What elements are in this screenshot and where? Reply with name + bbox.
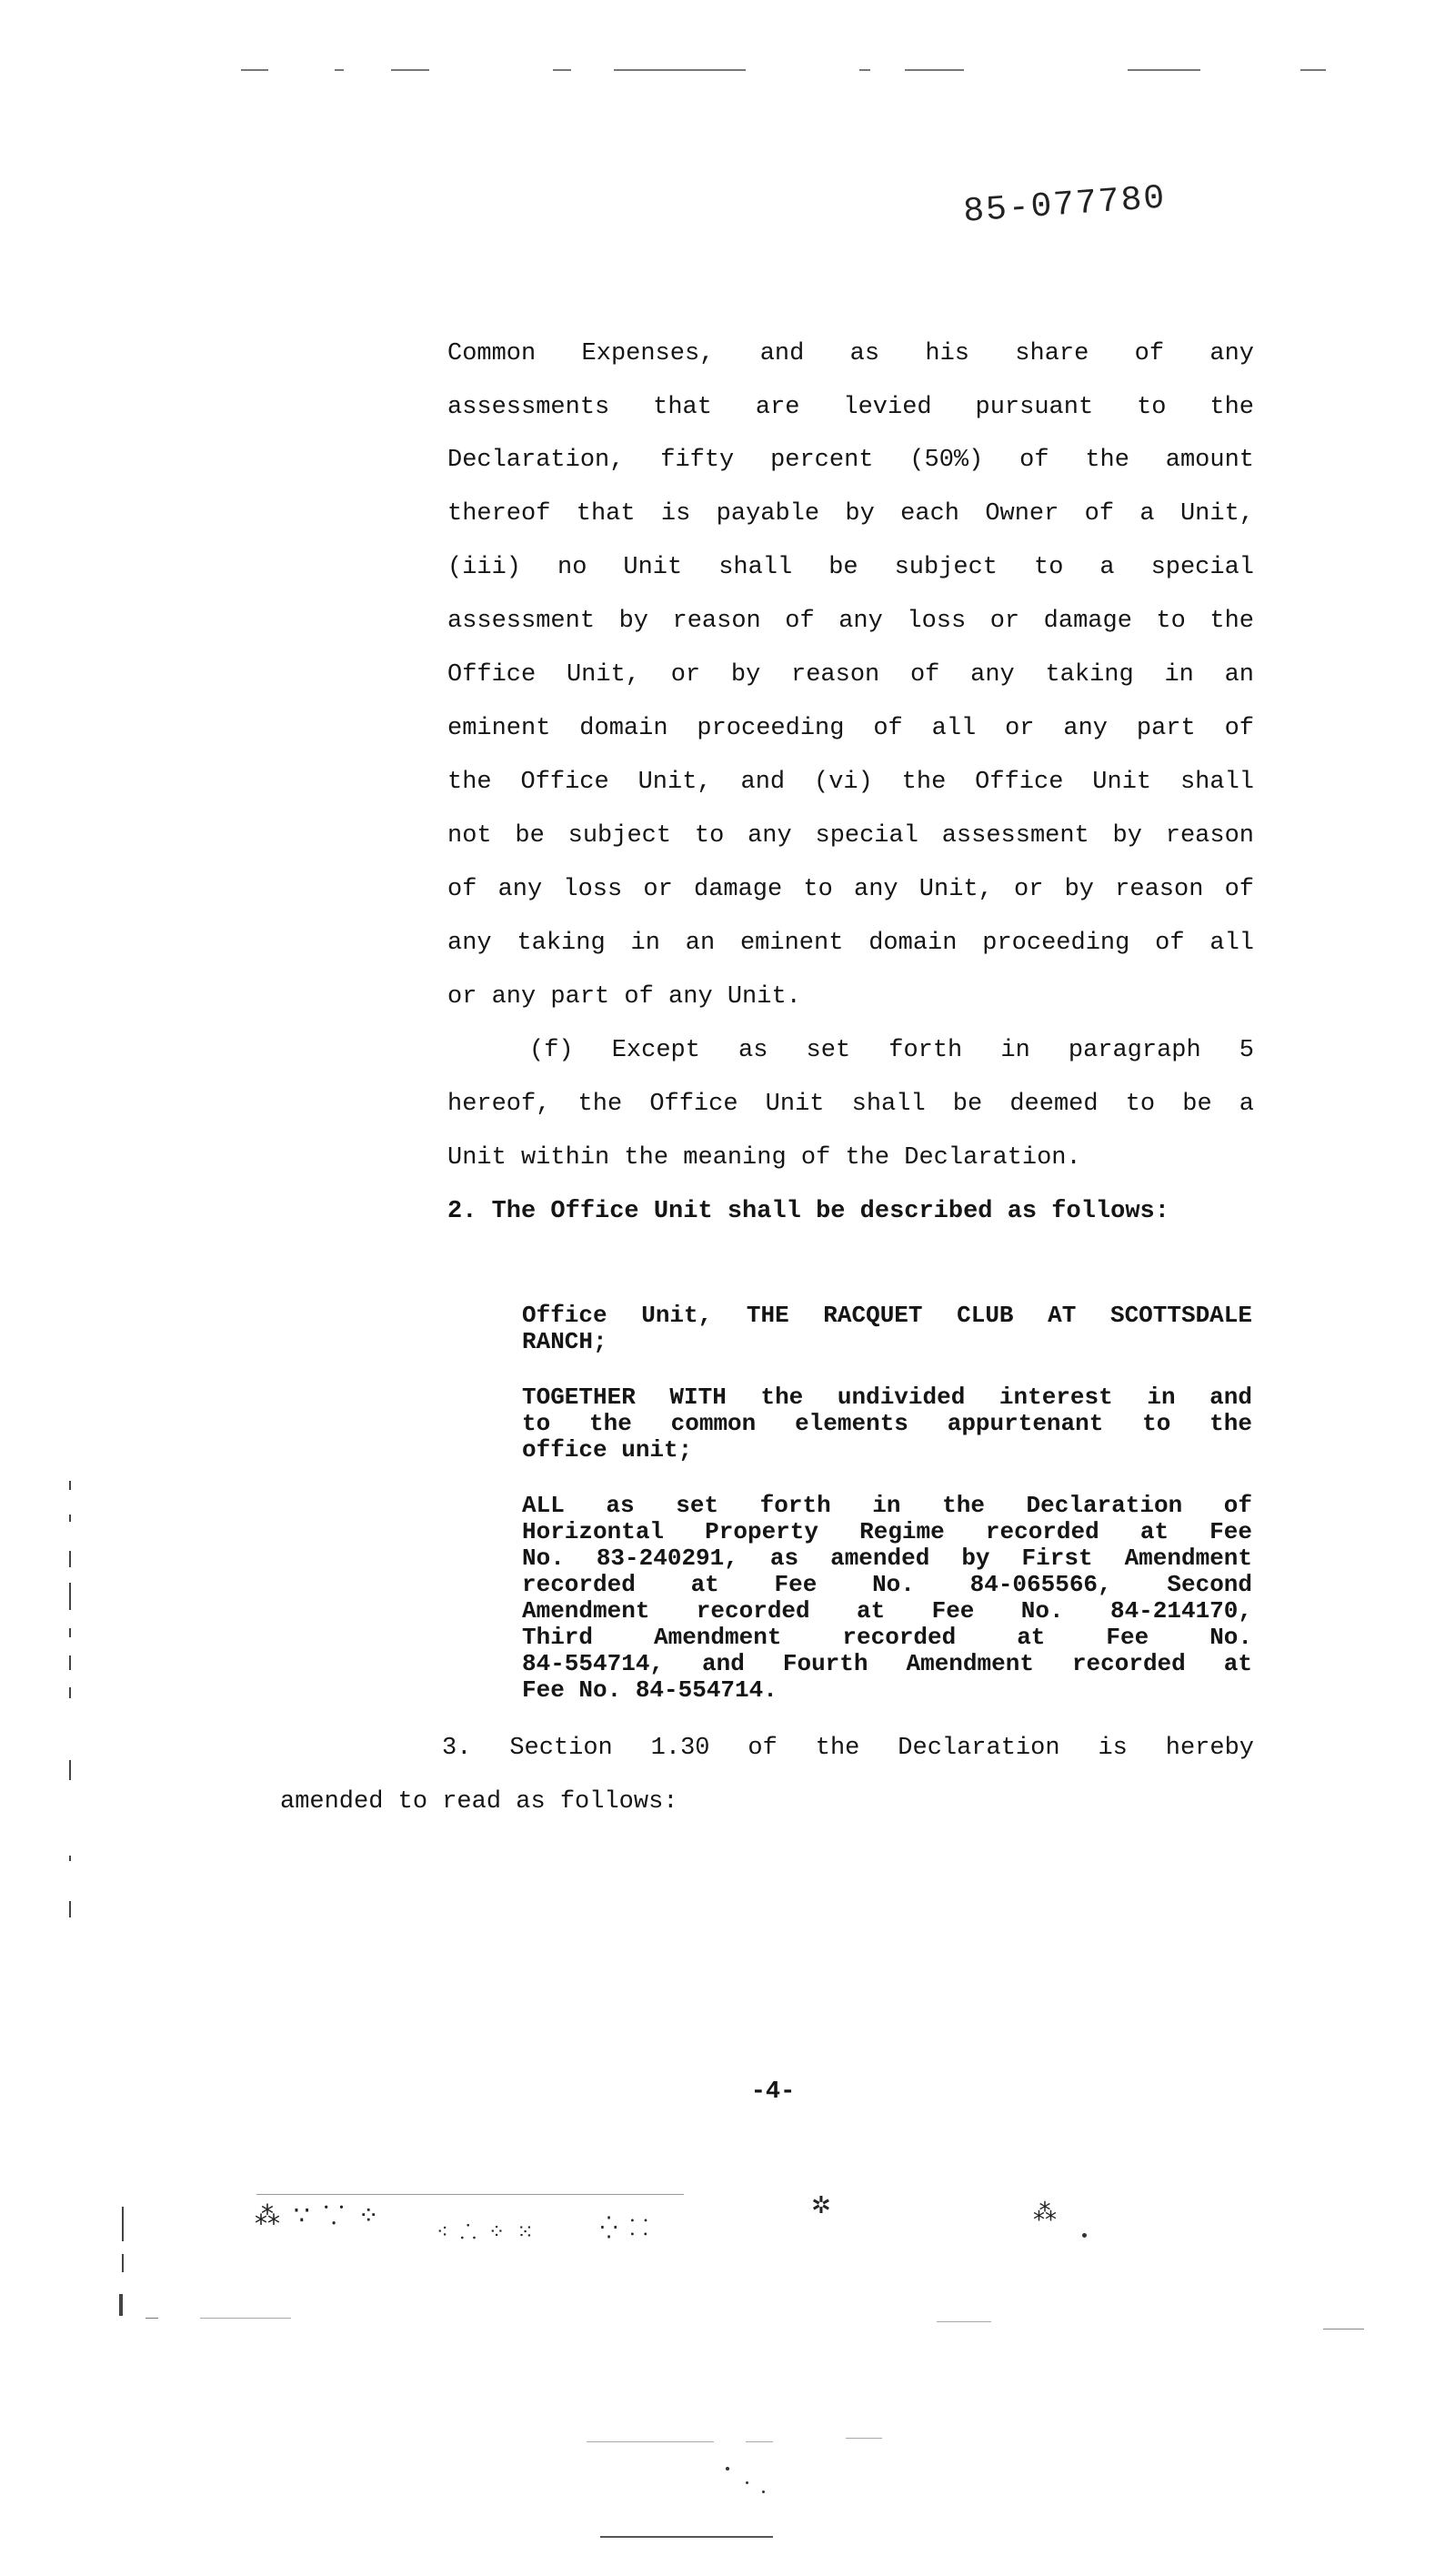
text-line: of any loss or damage to any Unit, or by reason of bbox=[447, 876, 1254, 903]
text-line: not be subject to any special assessment by reason bbox=[447, 822, 1254, 850]
scan-artifact-rule bbox=[859, 69, 870, 71]
legal-line: RANCH; bbox=[522, 1328, 607, 1355]
scan-artifact-tick bbox=[69, 1856, 71, 1861]
legal-line: No. 83-240291, as amended by First Amendment bbox=[522, 1545, 1252, 1572]
scan-artifact-tick bbox=[69, 1583, 71, 1610]
scan-artifact-tick bbox=[119, 2294, 123, 2316]
text-line: (f) Except as set forth in paragraph 5 bbox=[529, 1037, 1254, 1064]
scan-artifact-rule bbox=[614, 69, 746, 71]
scan-artifact-rule bbox=[200, 2318, 291, 2319]
scan-artifact-tick bbox=[69, 1628, 71, 1637]
scan-artifact-dot bbox=[1082, 2233, 1087, 2238]
text-line: 3. Section 1.30 of the Declaration is hereby bbox=[442, 1735, 1254, 1762]
scan-artifact-tick bbox=[122, 2207, 124, 2241]
scan-artifact-dot bbox=[726, 2467, 729, 2470]
scan-artifact-dot bbox=[746, 2481, 748, 2484]
scan-artifact-tick bbox=[69, 1481, 71, 1490]
item-2: 2. The Office Unit shall be described as follows: bbox=[447, 1198, 1169, 1225]
scan-artifact-tick bbox=[122, 2254, 124, 2272]
scan-artifact-rule bbox=[846, 2438, 882, 2439]
scan-artifact-rule bbox=[553, 69, 571, 71]
legal-line: to the common elements appurtenant to the bbox=[522, 1410, 1252, 1437]
text-line: Common Expenses, and as his share of any bbox=[447, 340, 1254, 367]
scan-artifact-rule bbox=[905, 69, 964, 71]
text-line: Declaration, fifty percent (50%) of the amount bbox=[447, 447, 1254, 474]
text-line: or any part of any Unit. bbox=[447, 983, 801, 1011]
text-line: (iii) no Unit shall be subject to a special bbox=[447, 554, 1254, 581]
scan-artifact-blot: ⁂ bbox=[1033, 2199, 1059, 2227]
legal-line: Office Unit, THE RACQUET CLUB AT SCOTTSDALE bbox=[522, 1302, 1252, 1329]
scan-artifact-blot: ⁂ ∵ ⸪ ⁘ bbox=[255, 2200, 382, 2230]
legal-line: ALL as set forth in the Declaration of bbox=[522, 1492, 1252, 1519]
legal-line: Horizontal Property Regime recorded at Fee bbox=[522, 1518, 1252, 1545]
scan-artifact-rule bbox=[256, 2194, 684, 2195]
scan-artifact-rule bbox=[1300, 69, 1326, 71]
text-line: any taking in an eminent domain proceeding of all bbox=[447, 930, 1254, 957]
scan-artifact-tick bbox=[69, 1655, 71, 1670]
text-line: eminent domain proceeding of all or any part of bbox=[447, 715, 1254, 742]
legal-line: office unit; bbox=[522, 1436, 693, 1464]
text-line: amended to read as follows: bbox=[280, 1788, 678, 1816]
legal-line: Fee No. 84-554714. bbox=[522, 1676, 778, 1704]
document-number: 85-077780 bbox=[962, 178, 1168, 232]
scan-artifact-rule bbox=[335, 69, 344, 71]
scan-artifact-rule bbox=[391, 69, 429, 71]
text-line: hereof, the Office Unit shall be deemed to be a bbox=[447, 1091, 1254, 1118]
scan-artifact-blot: ⁖ ⸫ ⁘ ⁙ bbox=[436, 2221, 537, 2244]
text-line: Office Unit, or by reason of any taking in an bbox=[447, 661, 1254, 689]
scan-artifact-tick bbox=[69, 1514, 71, 1522]
text-line: assessments that are levied pursuant to the bbox=[447, 394, 1254, 421]
legal-line: 84-554714, and Fourth Amendment recorded at bbox=[522, 1650, 1252, 1677]
scan-artifact-rule bbox=[937, 2321, 991, 2322]
scan-artifact-rule bbox=[600, 2536, 773, 2538]
legal-line: recorded at Fee No. 84-065566, Second bbox=[522, 1571, 1252, 1598]
legal-line: TOGETHER WITH the undivided interest in and bbox=[522, 1384, 1252, 1411]
scan-artifact-rule bbox=[146, 2318, 158, 2319]
scan-artifact-tick bbox=[69, 1551, 71, 1567]
scan-artifact-rule bbox=[587, 2441, 714, 2442]
scan-artifact-blot: ✲ bbox=[811, 2192, 834, 2219]
scan-artifact-blot: ⁛ ⸬ bbox=[600, 2215, 651, 2240]
text-line: thereof that is payable by each Owner of a Unit, bbox=[447, 500, 1254, 528]
scan-artifact-tick bbox=[69, 1760, 71, 1780]
legal-line: Third Amendment recorded at Fee No. bbox=[522, 1624, 1252, 1651]
scan-artifact-rule bbox=[746, 2441, 773, 2442]
scan-artifact-rule bbox=[241, 69, 268, 71]
text-line: Unit within the meaning of the Declaration. bbox=[447, 1144, 1081, 1172]
scan-artifact-rule bbox=[1128, 69, 1200, 71]
scan-artifact-dot bbox=[762, 2490, 765, 2493]
scan-artifact-tick bbox=[69, 1687, 71, 1698]
scan-artifact-tick bbox=[69, 1901, 71, 1917]
text-line: the Office Unit, and (vi) the Office Unit shall bbox=[447, 769, 1254, 796]
text-line: assessment by reason of any loss or damage to the bbox=[447, 608, 1254, 635]
page-number: -4- bbox=[750, 2078, 796, 2106]
legal-line: Amendment recorded at Fee No. 84-214170, bbox=[522, 1597, 1252, 1625]
